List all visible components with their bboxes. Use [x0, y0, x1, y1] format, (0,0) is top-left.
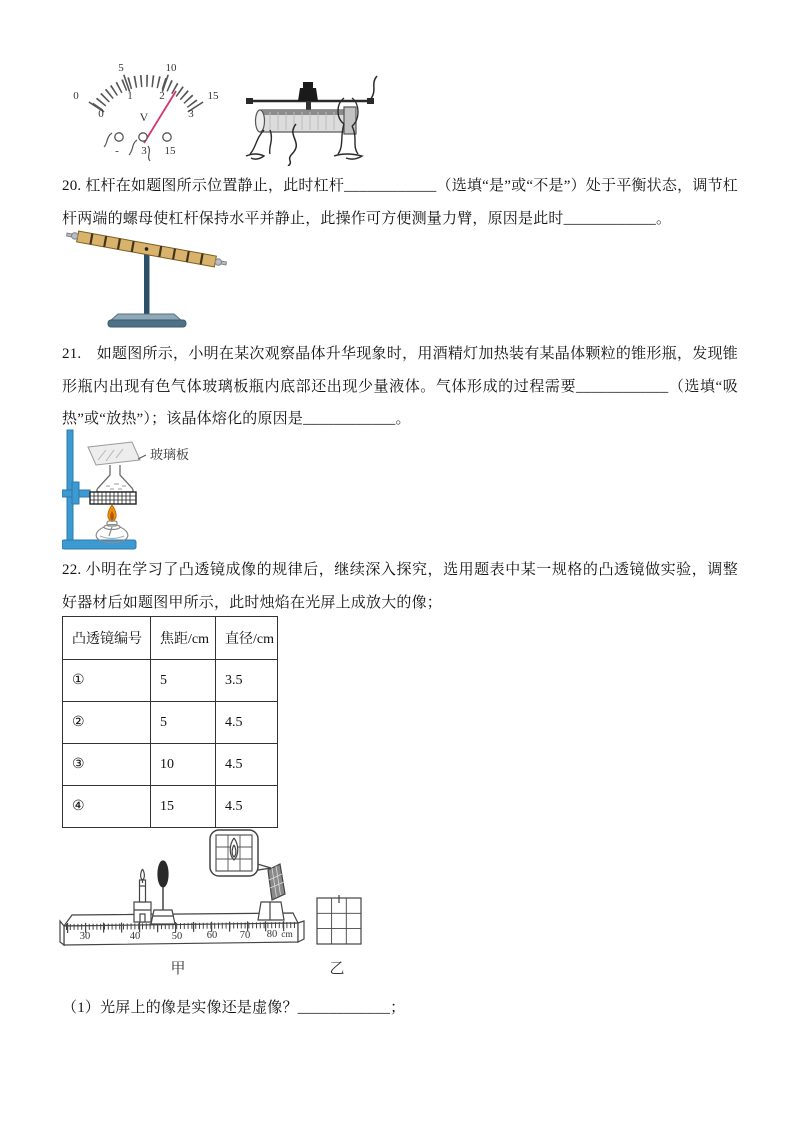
header-lens-number: 凸透镜编号 [63, 617, 151, 660]
outer-scale-label: 0 [73, 90, 79, 102]
lever-base-bottom [108, 320, 186, 327]
terminal-3v [139, 133, 147, 141]
wire-gauze [90, 492, 136, 504]
voltmeter-terminals [115, 133, 171, 141]
terminal-negative [115, 133, 123, 141]
sublimation-experiment-figure [62, 426, 222, 557]
cell-diameter: 4.5 [216, 744, 278, 786]
lens-spec-table [62, 616, 278, 828]
voltmeter-svg [60, 53, 240, 168]
inner-scale-label: 2 [159, 90, 165, 102]
stand-base [62, 540, 136, 549]
grid-screen-yi [317, 895, 361, 944]
stand-clamp-cross [72, 482, 79, 504]
flask-svg [62, 426, 222, 552]
lever-stand-pole [144, 250, 150, 316]
ruler-label: 50 [171, 931, 183, 942]
cell-lens-number: ④ [63, 786, 151, 828]
question-22-sub1-text: （1）光屏上的像是实像还是虚像？____________； [62, 1000, 406, 1016]
figure-label-jia: 甲 [170, 961, 186, 977]
optical-bench-figure [58, 826, 378, 983]
inner-scale-label: 0 [98, 108, 104, 120]
light-screen [258, 864, 285, 920]
outer-scale-label: 15 [207, 90, 219, 102]
voltmeter-outer-scale [73, 62, 219, 102]
rheostat-slider [298, 82, 318, 112]
cell-lens-number: ③ [63, 744, 151, 786]
candle [134, 869, 151, 922]
table-row [63, 744, 278, 786]
lever-figure [62, 230, 267, 337]
terminal-15v [163, 133, 171, 141]
cell-diameter: 4.5 [216, 702, 278, 744]
ruler-unit-label: cm [281, 930, 293, 940]
convex-lens [151, 861, 175, 924]
cell-diameter: 3.5 [216, 660, 278, 702]
glass-plate [88, 442, 140, 465]
header-focal-length: 焦距/cm [151, 617, 216, 660]
cell-focal-length: 15 [151, 786, 216, 828]
terminal-label: 3 [141, 145, 147, 157]
terminal-label: 15 [164, 145, 176, 157]
rheostat-svg [240, 74, 380, 166]
cell-diameter: 4.5 [216, 786, 278, 828]
inner-scale-label: 3 [188, 108, 194, 120]
voltmeter-figure [60, 53, 240, 173]
ruler-label: 40 [129, 931, 141, 942]
ruler-label: 70 [239, 930, 251, 941]
cell-focal-length: 5 [151, 702, 216, 744]
cell-lens-number: ② [63, 702, 151, 744]
question-22-text: 22. 小明在学习了凸透镜成像的规律后，继续深入探究，选用题表中某一规格的凸透镜做实验，调整好器材后如题图甲所示，此时烛焰在光屏上成放大的像； [62, 562, 738, 611]
figure-label-yi: 乙 [329, 961, 345, 977]
candle-flame [141, 869, 145, 880]
screen-image-callout [210, 830, 271, 876]
glass-plate-label: 玻璃板 [150, 447, 190, 462]
table-row [63, 702, 278, 744]
ruler-label: 30 [79, 931, 91, 942]
voltmeter-tick-band [97, 81, 194, 107]
voltmeter-unit-label: V [139, 110, 149, 124]
table-row [63, 786, 278, 828]
cell-focal-length: 10 [151, 744, 216, 786]
ruler-label: 60 [206, 930, 218, 941]
outer-scale-label: 10 [165, 62, 177, 74]
rheostat-figure [240, 74, 380, 171]
terminal-label: - [115, 145, 119, 157]
conical-flask [97, 465, 133, 492]
question-21-text: 21. 如题图所示，小明在某次观察晶体升华现象时，用酒精灯加热装有某晶体颗粒的锥形瓶，发现锥形瓶内出现有色气体玻璃板瓶内底部还出现少量液体。气体形成的过程需要____________（选填“吸热”或“放热”）；该晶体熔化的原因是____________。 [62, 346, 738, 427]
cell-lens-number: ① [63, 660, 151, 702]
table-header-row [63, 617, 278, 660]
question-20-text: 20. 杠杆在如题图所示位置静止，此时杠杆____________（选填“是”或“不是”）处于平衡状态，调节杠杆两端的螺母使杠杆保持水平并静止，此操作可方便测量力臂，原因是此时____________。 [62, 178, 738, 227]
table-row [63, 660, 278, 702]
inner-scale-label: 1 [127, 90, 133, 102]
optical-bench-svg [58, 826, 378, 978]
lever-svg [62, 230, 267, 332]
header-diameter: 直径/cm [216, 617, 278, 660]
ruler-label: 80 [266, 929, 278, 940]
cell-focal-length: 5 [151, 660, 216, 702]
outer-scale-label: 5 [118, 62, 124, 74]
voltmeter-terminal-labels [115, 145, 176, 157]
alcohol-lamp [96, 521, 128, 543]
